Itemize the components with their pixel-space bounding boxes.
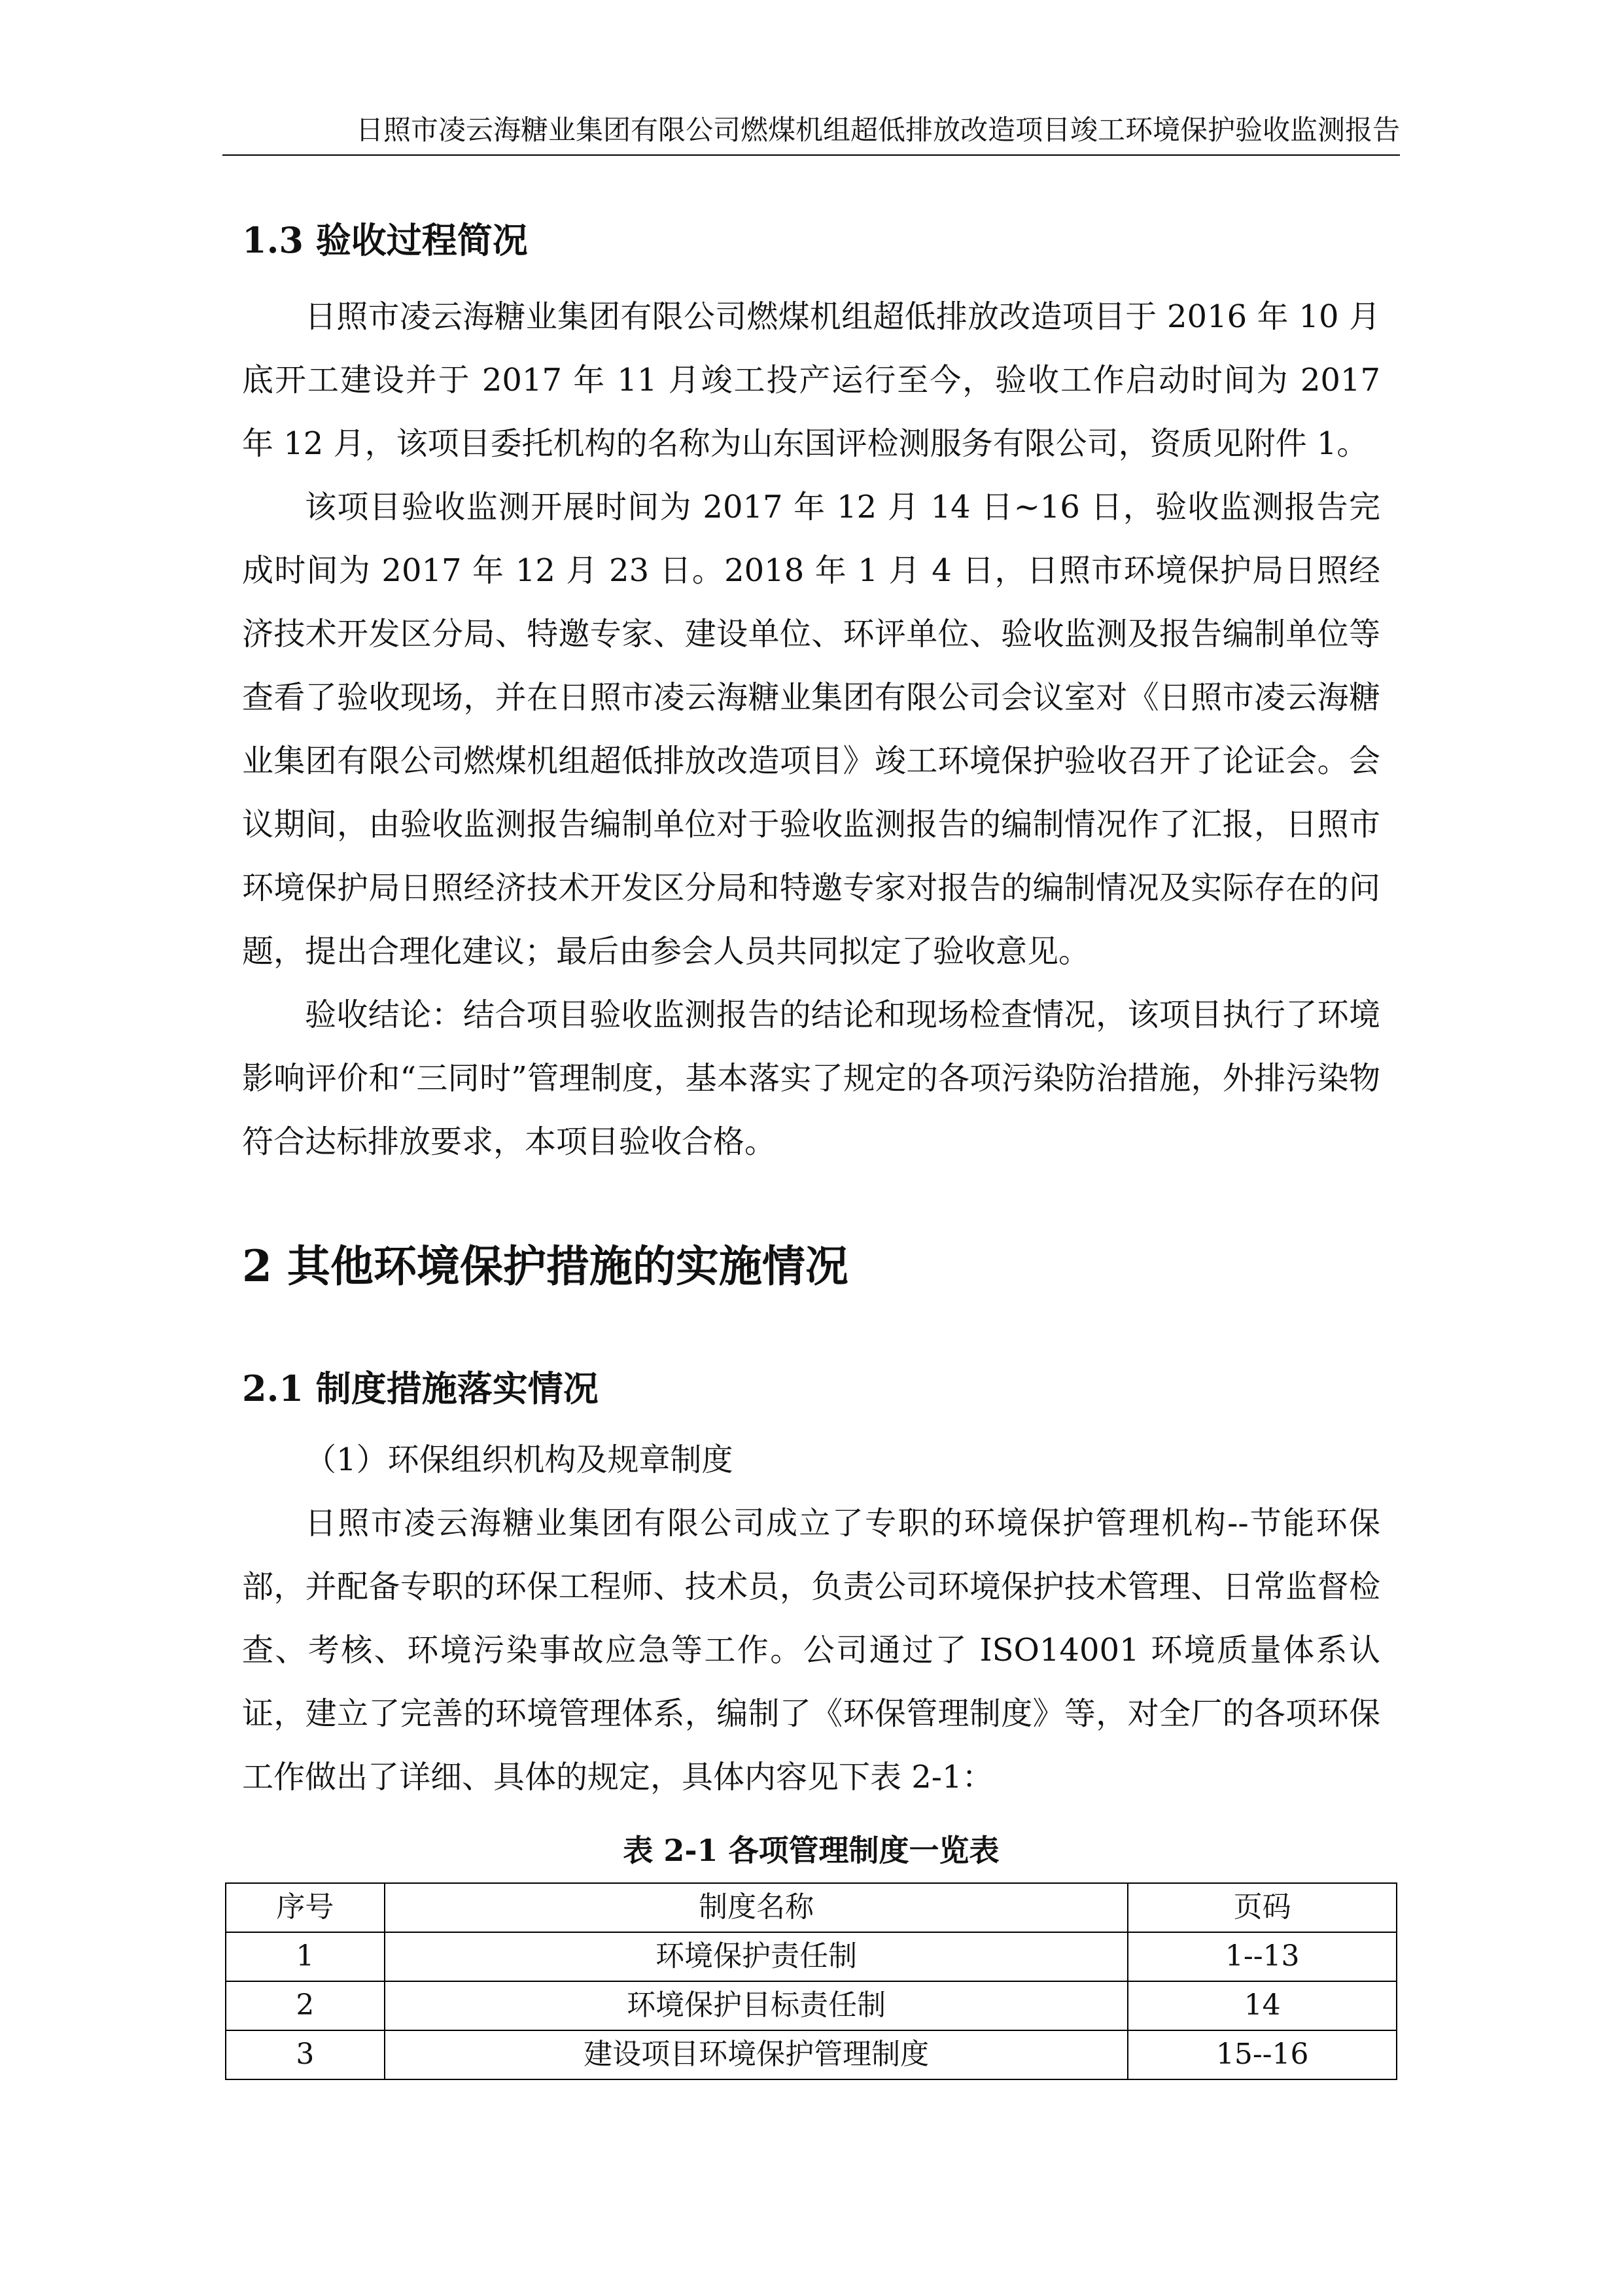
cell-name: 环境保护目标责任制 (385, 1981, 1128, 2030)
column-header-name: 制度名称 (385, 1883, 1128, 1932)
paragraph-monitoring-process: 该项目验收监测开展时间为 2017 年 12 月 14 日~16 日，验收监测报告完成时间为 2017 年 12 月 23 日。2018 年 1 月 4 日，日照市环境保护局日照经济技术开发区分局、特邀专家、建设单位、环评单位、验收监测及报告编制单位等查看了验收现场，并在日照市凌云海糖业集团有限公司会议室对《日照市凌云海糖业集团有限公司燃煤机组超低排放改造项目》竣工环境保护验收召开了论证会。会议期间，由验收监测报告编制单位对于验收监测报告的编制情况作了汇报，日照市环境保护局日照经济技术开发区分局和特邀专家对报告的编制情况及实际存在的问题，提出合理化建议；最后由参会人员共同拟定了验收意见。 (242, 489, 1380, 970)
cell-index: 3 (226, 2030, 385, 2079)
table-row (226, 2030, 1397, 2079)
section-heading-2-1: 2.1 制度措施落实情况 (242, 1368, 599, 1409)
cell-page: 15--16 (1128, 2030, 1397, 2079)
column-header-index: 序号 (226, 1883, 385, 1932)
table-row (226, 1932, 1397, 1981)
cell-name: 建设项目环境保护管理制度 (385, 2030, 1128, 2079)
table-caption: 表 2-1 各项管理制度一览表 (623, 1833, 1000, 1868)
paragraph-env-management: 日照市凌云海糖业集团有限公司成立了专职的环境保护管理机构--节能环保部，并配备专职的环保工程师、技术员，负责公司环境保护技术管理、日常监督检查、考核、环境污染事故应急等工作。公司通过了 ISO14001 环境质量体系认证，建立了完善的环境管理体系，编制了《环保管理制度》等，对全厂的各项环保工作做出了详细、具体的规定，具体内容见下表 2-1： (242, 1505, 1380, 1795)
management-rules-table (225, 1882, 1397, 2080)
table-header-row (226, 1883, 1397, 1932)
column-header-page: 页码 (1128, 1883, 1397, 1932)
section-heading-2: 2 其他环境保护措施的实施情况 (242, 1241, 848, 1292)
cell-page: 14 (1128, 1981, 1397, 2030)
section-heading-1-3: 1.3 验收过程简况 (242, 219, 528, 261)
paragraph-subheading-org: （1）环保组织机构及规章制度 (305, 1441, 733, 1478)
paragraph-project-timeline: 日照市凌云海糖业集团有限公司燃煤机组超低排放改造项目于 2016 年 10 月底开工建设并于 2017 年 11 月竣工投产运行至今，验收工作启动时间为 2017 年 12 月，该项目委托机构的名称为山东国评检测服务有限公司，资质见附件 1。 (242, 298, 1380, 462)
paragraph-acceptance-conclusion: 验收结论：结合项目验收监测报告的结论和现场检查情况，该项目执行了环境影响评价和“三同时”管理制度，基本落实了规定的各项污染防治措施，外排污染物符合达标排放要求，本项目验收合格。 (242, 997, 1380, 1160)
cell-name: 环境保护责任制 (385, 1932, 1128, 1981)
cell-index: 1 (226, 1932, 385, 1981)
header-rule (222, 154, 1400, 156)
cell-index: 2 (226, 1981, 385, 2030)
running-header: 日照市凌云海糖业集团有限公司燃煤机组超低排放改造项目竣工环境保护验收监测报告 (355, 114, 1400, 146)
cell-page: 1--13 (1128, 1932, 1397, 1981)
table-row (226, 1981, 1397, 2030)
